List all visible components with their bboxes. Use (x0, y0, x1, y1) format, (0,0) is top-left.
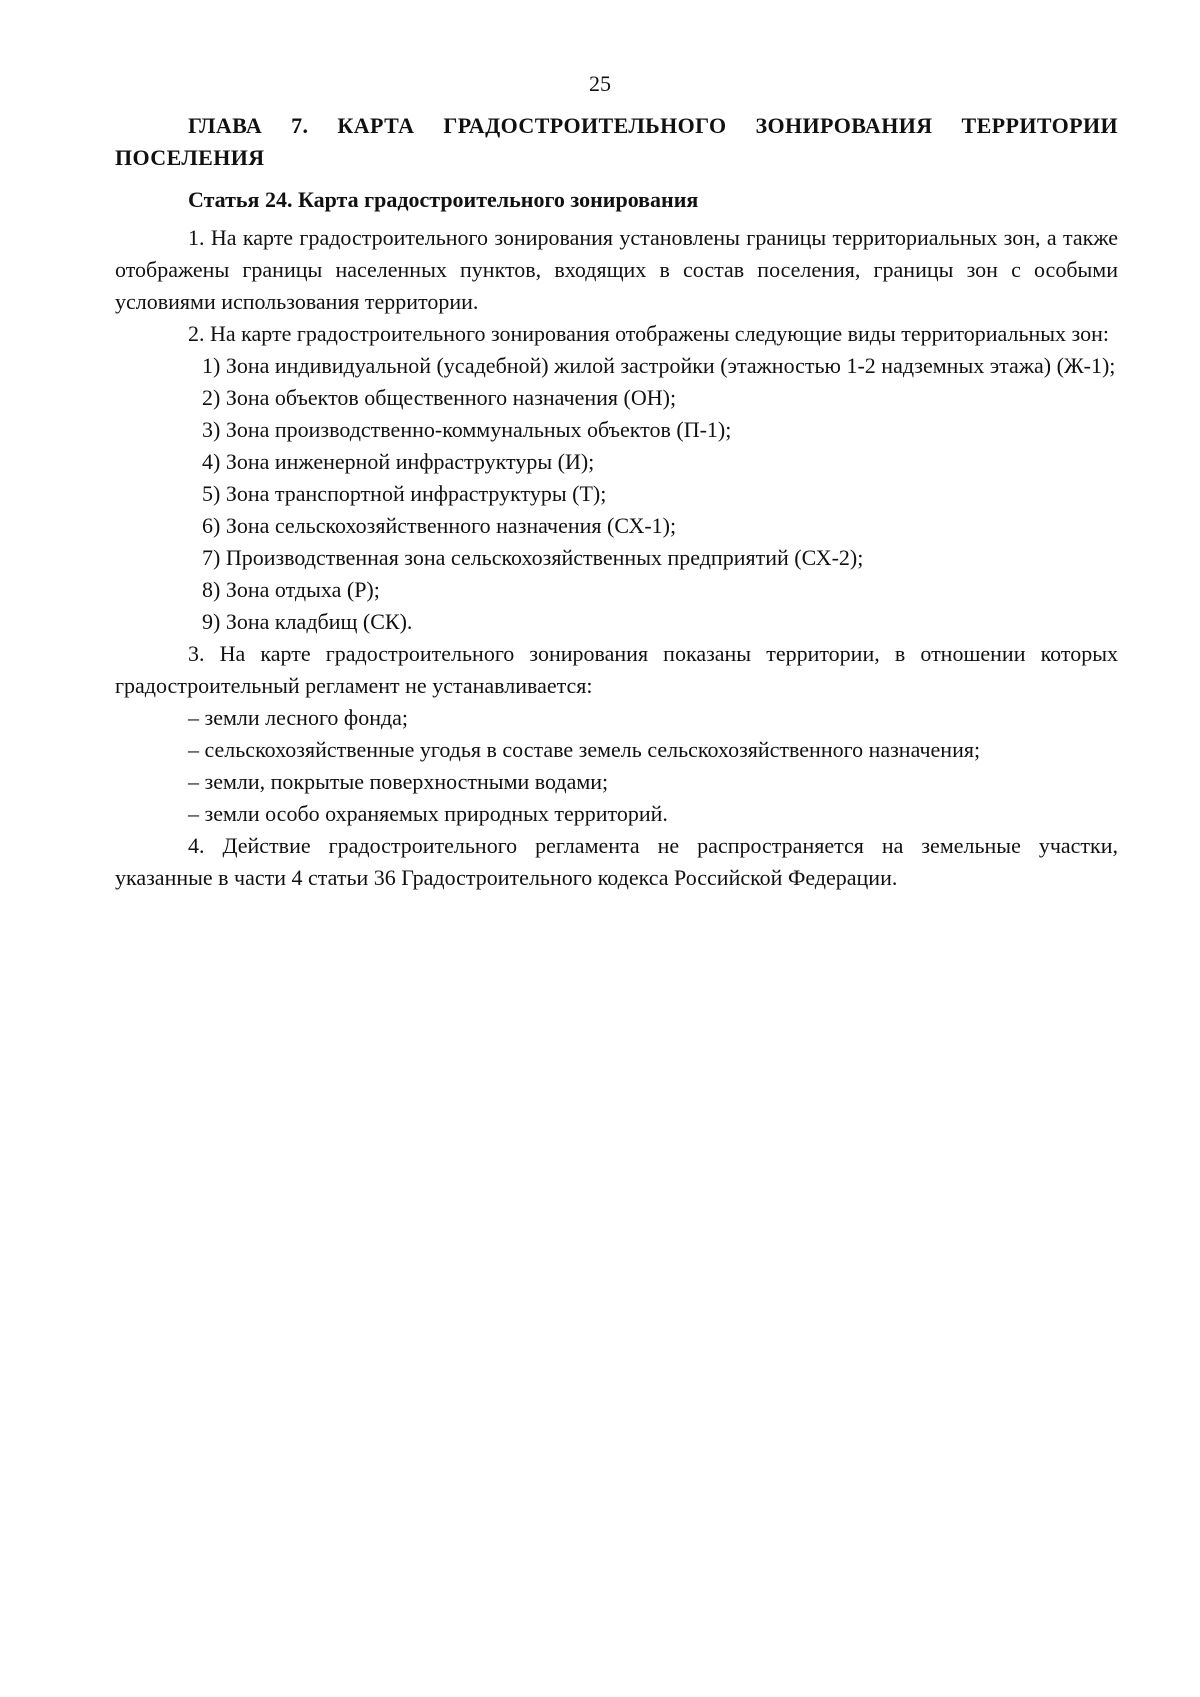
list-item: 3) Зона производственно-коммунальных объектов (П-1); (202, 417, 732, 442)
list-item: 2) Зона объектов общественного назначения (ОН); (202, 385, 677, 410)
list-item: 5) Зона транспортной инфраструктуры (Т); (202, 481, 607, 506)
list-item: – земли особо охраняемых природных территорий. (188, 801, 668, 826)
list-item: 6) Зона сельскохозяйственного назначения (СХ-1); (202, 513, 677, 538)
list-item: – земли, покрытые поверхностными водами; (188, 769, 609, 794)
list-item: – сельскохозяйственные угодья в составе земель сельскохозяйственного назначения; (188, 737, 981, 762)
article-title: Статья 24. Карта градостроительного зонирования (188, 187, 699, 212)
list-item: 1) Зона индивидуальной (усадебной) жилой застройки (этажностью 1-2 надземных этажа) (Ж-1); (202, 353, 1116, 378)
paragraph-3: 3. На карте градостроительного зонирования показаны территории, в отношении которых градостроительный регламент не устанавливается: (115, 641, 1118, 698)
chapter-title: ГЛАВА 7. КАРТА ГРАДОСТРОИТЕЛЬНОГО ЗОНИРОВАНИЯ ТЕРРИТОРИИ ПОСЕЛЕНИЯ (115, 113, 1118, 170)
paragraph-1: 1. На карте градостроительного зонирования установлены границы территориальных зон, а также отображены границы населенных пунктов, входящих в состав поселения, границы зон с особыми условиями использования территории. (115, 225, 1118, 314)
list-item: 8) Зона отдыха (Р); (202, 577, 380, 602)
zones-list (115, 350, 1118, 638)
list-item: 4) Зона инженерной инфраструктуры (И); (202, 449, 595, 474)
paragraph-4: 4. Действие градостроительного регламента не распространяется на земельные участки, указанные в части 4 статьи 36 Градостроительного кодекса Российской Федерации. (115, 833, 1118, 890)
paragraph-2: 2. На карте градостроительного зонирования отображены следующие виды территориальных зон: (188, 321, 1109, 346)
list-item: 9) Зона кладбищ (СК). (202, 609, 413, 634)
list-item: 7) Производственная зона сельскохозяйственных предприятий (СХ-2); (202, 545, 864, 570)
excluded-lands-list (115, 702, 1118, 830)
list-item: – земли лесного фонда; (188, 705, 409, 730)
page-number: 25 (589, 71, 611, 96)
document-body (115, 110, 1118, 894)
